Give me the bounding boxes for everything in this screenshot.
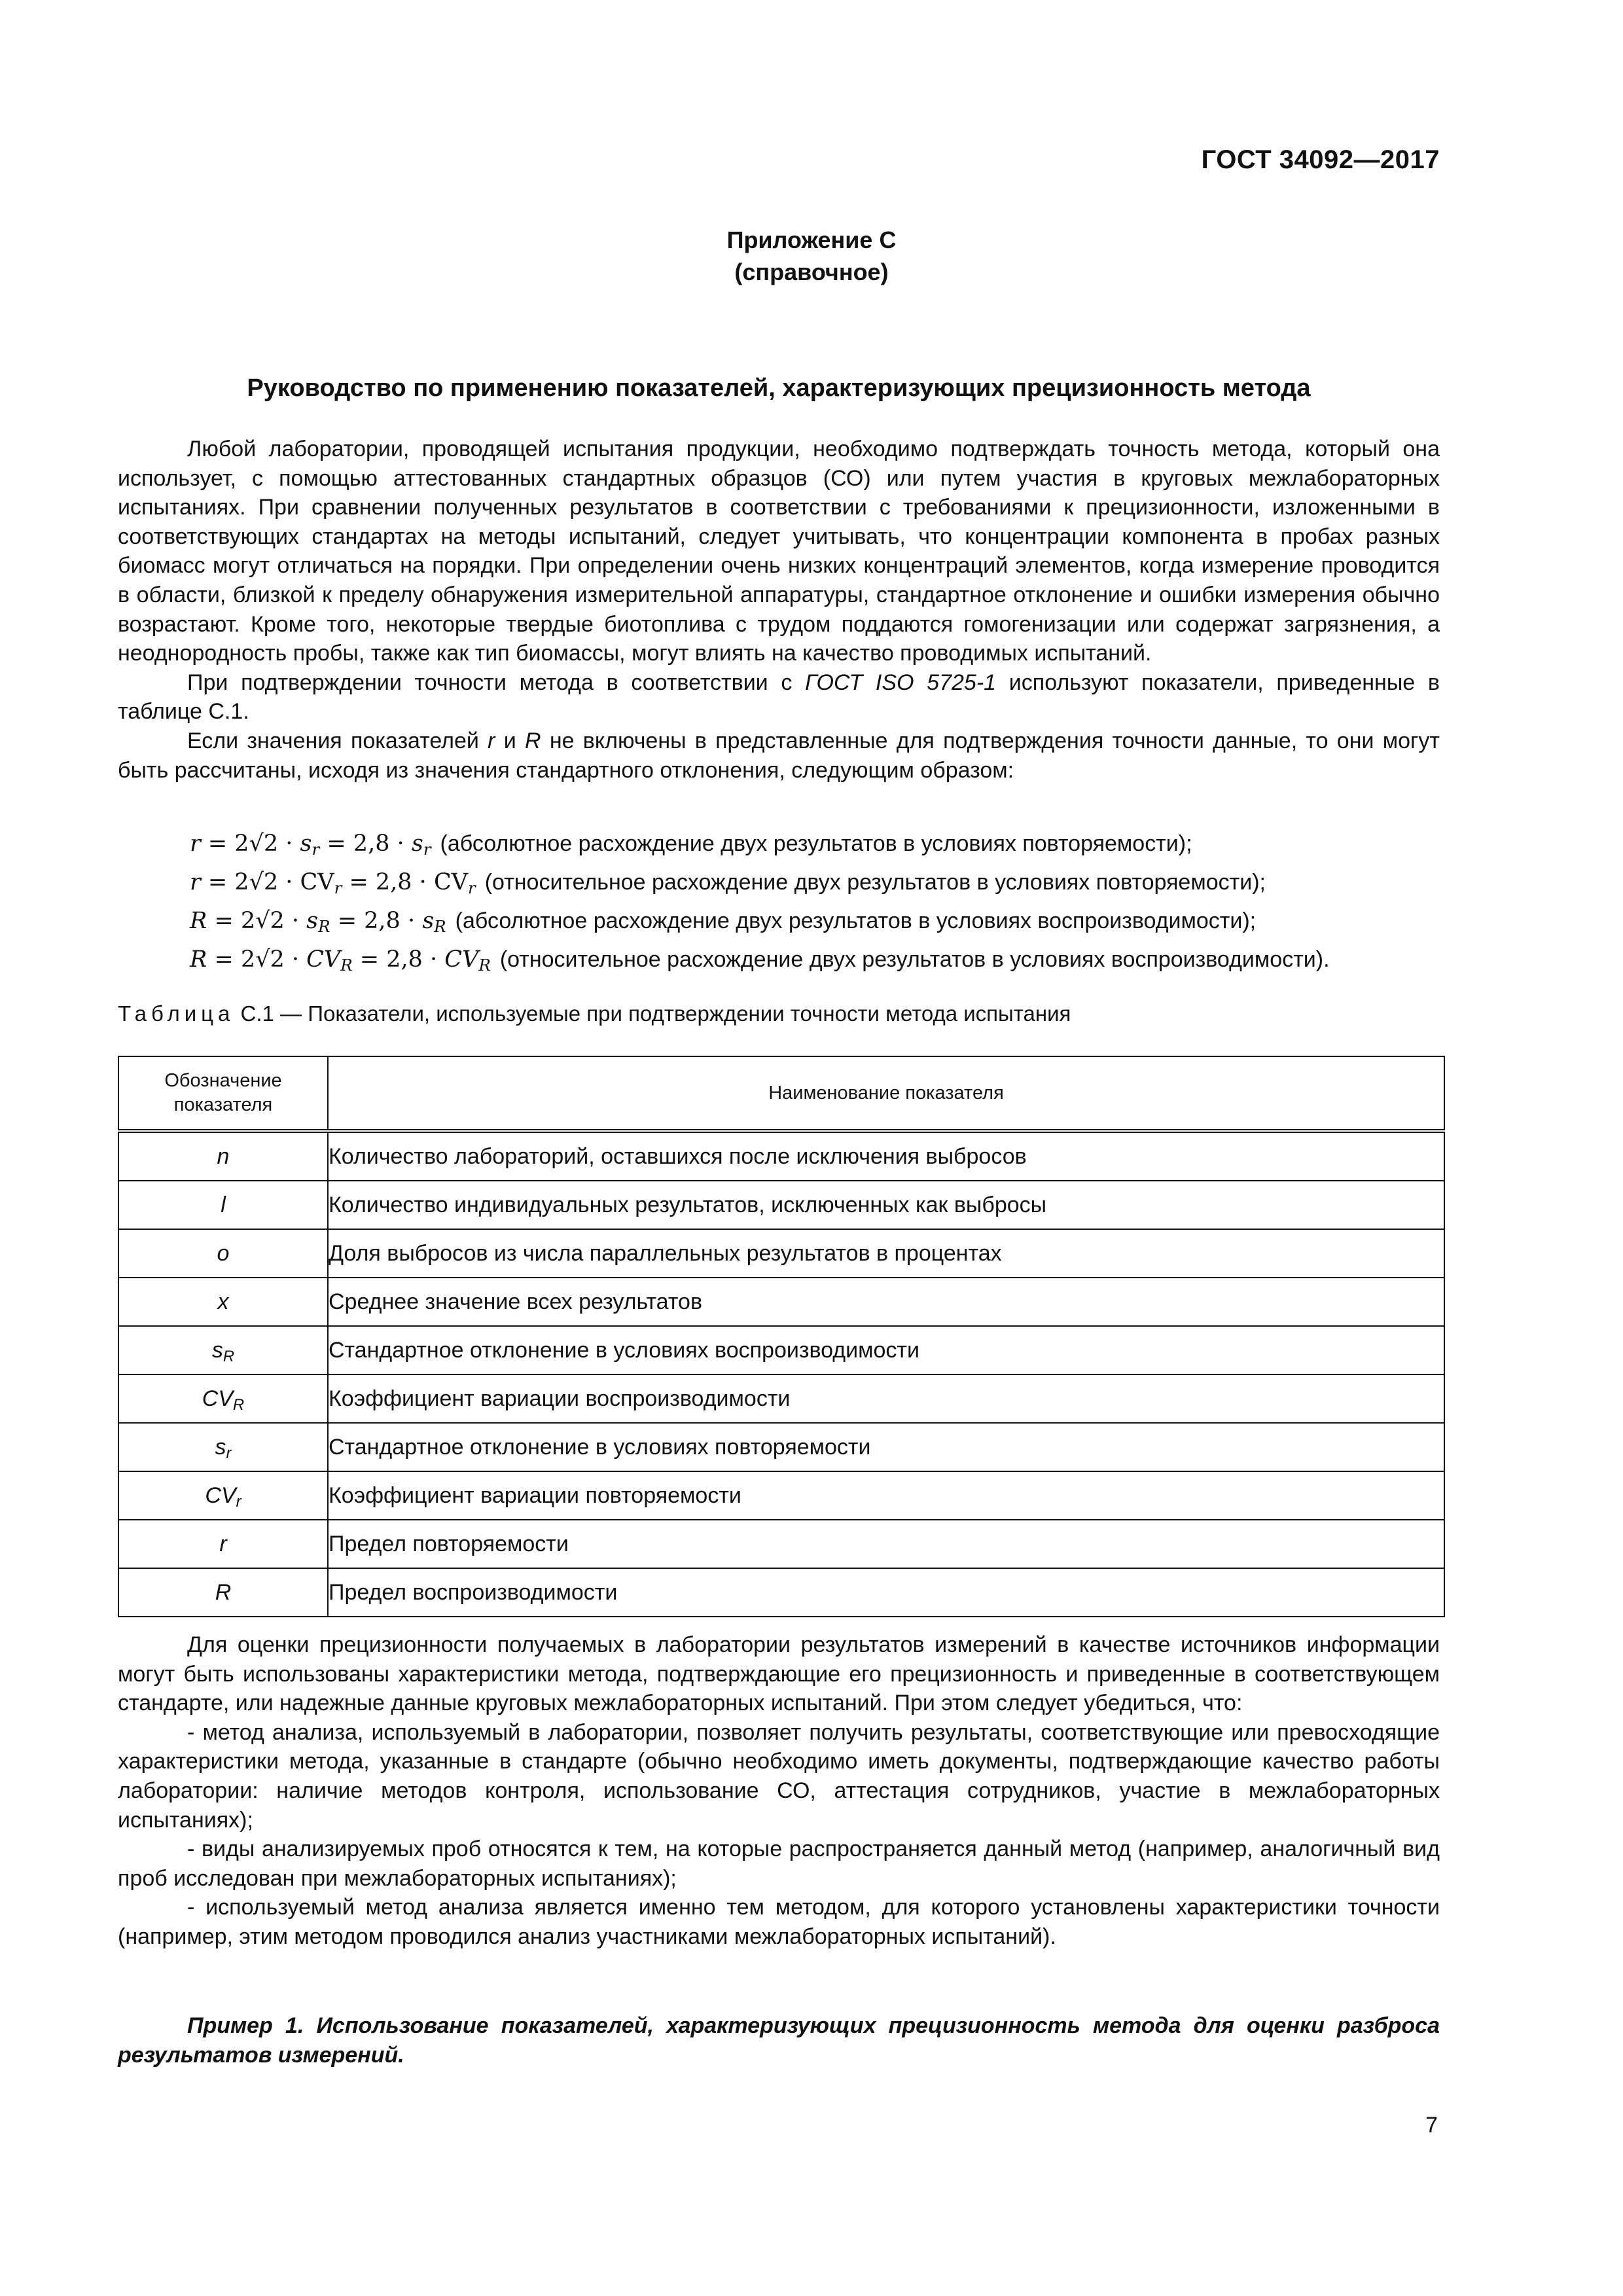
symbol-cell: $CV_R$ — [118, 1374, 328, 1423]
formula-row — [190, 825, 1330, 863]
table-row — [118, 1471, 1444, 1520]
name-cell: Количество лабораторий, оставшихся после исключения выбросов — [328, 1131, 1444, 1181]
symbol-cell: R — [118, 1568, 328, 1617]
table-row — [118, 1520, 1444, 1568]
name-cell: Предел воспроизводимости — [328, 1568, 1444, 1617]
paragraph-2: При подтверждении точности метода в соответствии с ГОСТ ISO 5725-1 используют показатели, приведенные в таблице С.1. — [118, 670, 1440, 725]
list-item: - используемый метод анализа является именно тем методом, для которого установлены характеристики точности (например, этим методом проводился анализ участниками межлабораторных испытаний). — [118, 1895, 1440, 1949]
formula-expression: $R = 2√2 \cdot CV_R = 2,8 \cdot CV_R$ — [190, 946, 491, 975]
after-table-text — [118, 1630, 1440, 1952]
example-heading: Пример 1. Использование показателей, характеризующих прецизионность метода для оценки разброса результатов измерений. — [118, 2013, 1440, 2068]
table-header-row — [118, 1056, 1444, 1131]
symbol-cell: $CV_r$ — [118, 1471, 328, 1520]
table-row — [118, 1374, 1444, 1423]
paragraph-1: Любой лаборатории, проводящей испытания продукции, необходимо подтверждать точность метода, который она использует, с помощью аттестованных стандартных образцов (СО) или путем участия в круговых межлабораторных испытаниях. При сравнении полученных результатов в соответствии с требованиями к прецизионности, изложенными в соответствующих стандартах на методы испытаний, следует учитывать, что концентрации компонента в пробах разных биомасс могут отличаться на порядки. При определении очень низких концентраций элементов, когда измерение проводится в области, близкой к пределу обнаружения измерительной аппаратуры, стандартное отклонение и ошибки измерения обычно возрастают. Кроме того, некоторые твердые биотоплива с трудом поддаются гомогенизации или содержат загрязнения, а неоднородность пробы, также как тип биомассы, могут влиять на качество проводимых испытаний. — [118, 437, 1440, 666]
table-caption-text: С.1 — Показатели, используемые при подтверждении точности метода испытания — [234, 1001, 1071, 1026]
symbol-cell: x — [118, 1278, 328, 1326]
name-cell: Стандартное отклонение в условиях повторяемости — [328, 1423, 1444, 1471]
column-header-symbol: Обозначение показателя — [118, 1056, 328, 1131]
annex-title: Приложение С — [726, 226, 897, 253]
parameters-table — [118, 1056, 1445, 1617]
table-row — [118, 1181, 1444, 1229]
symbol-cell: o — [118, 1229, 328, 1278]
formula-expression: $r = 2√2 \cdot s_r = 2,8 \cdot s_r$ — [190, 831, 431, 859]
table-row — [118, 1568, 1444, 1617]
name-cell: Среднее значение всех результатов — [328, 1278, 1444, 1326]
name-cell: Предел повторяемости — [328, 1520, 1444, 1568]
table-row — [118, 1423, 1444, 1471]
symbol-cell: l — [118, 1181, 328, 1229]
intro-text — [118, 435, 1440, 785]
symbol-cell: n — [118, 1131, 328, 1181]
symbol-cell: $s_r$ — [118, 1423, 328, 1471]
page-number: 7 — [1425, 2113, 1438, 2138]
formula-list — [190, 825, 1330, 979]
name-cell: Коэффициент вариации повторяемости — [328, 1471, 1444, 1520]
annex-subtitle: (справочное) — [734, 259, 889, 285]
name-cell: Коэффициент вариации воспроизводимости — [328, 1374, 1444, 1423]
table-row — [118, 1326, 1444, 1374]
formula-description: (абсолютное расхождение двух результатов в условиях повторяемости); — [440, 831, 1192, 856]
table-caption — [118, 1001, 1071, 1026]
name-cell: Доля выбросов из числа параллельных результатов в процентах — [328, 1229, 1444, 1278]
name-cell: Стандартное отклонение в условиях воспроизводимости — [328, 1326, 1444, 1374]
formula-expression: $R = 2√2 \cdot s_R = 2,8 \cdot s_R$ — [190, 908, 446, 936]
formula-description: (относительное расхождение двух результатов в условиях повторяемости); — [484, 870, 1266, 895]
standard-reference-link: ГОСТ ISO 5725-1 — [805, 670, 997, 695]
formula-description: (абсолютное расхождение двух результатов в условиях воспроизводимости); — [455, 908, 1257, 933]
formula-expression: $r = 2√2 \cdot CV_r = 2,8 \cdot CV_r$ — [190, 869, 476, 897]
table-row — [118, 1131, 1444, 1181]
table-caption-label: Таблица — [118, 1001, 235, 1026]
table-row — [118, 1278, 1444, 1326]
symbol-cell: $s_R$ — [118, 1326, 328, 1374]
standard-code: ГОСТ 34092—2017 — [1201, 145, 1440, 174]
section-title: Руководство по применению показателей, характеризующих прецизионность метода — [247, 374, 1311, 402]
symbol-cell: r — [118, 1520, 328, 1568]
column-header-name: Наименование показателя — [328, 1056, 1444, 1131]
annex-heading — [0, 224, 1623, 288]
formula-description: (относительное расхождение двух результатов в условиях воспроизводимости). — [499, 947, 1330, 972]
formula-row — [190, 941, 1330, 979]
name-cell: Количество индивидуальных результатов, исключенных как выбросы — [328, 1181, 1444, 1229]
paragraph-4: Для оценки прецизионности получаемых в лаборатории результатов измерений в качестве источников информации могут быть использованы характеристики метода, подтверждающие его прецизионность и приведенные в соответствующем стандарте, или надежные данные круговых межлабораторных испытаний. При этом следует убедиться, что: — [118, 1632, 1440, 1716]
formula-row — [190, 863, 1330, 902]
list-item: - метод анализа, используемый в лаборатории, позволяет получить результаты, соответствующие или превосходящие характеристики метода, указанные в стандарте (обычно необходимо иметь документы, подтверждающие качество работы лаборатории: наличие методов контроля, использование СО, аттестация сотрудников, участие в межлабораторных испытаниях); — [118, 1719, 1440, 1833]
paragraph-3: Если значения показателей r и R не включены в представленные для подтверждения точности данные, то они могут быть рассчитаны, исходя из значения стандартного отклонения, следующим образом: — [118, 728, 1440, 783]
list-item: - виды анализируемых проб относятся к тем, на которые распространяется данный метод (например, аналогичный вид проб исследован при межлабораторных испытаниях); — [118, 1837, 1440, 1891]
formula-row — [190, 902, 1330, 941]
table-row — [118, 1229, 1444, 1278]
